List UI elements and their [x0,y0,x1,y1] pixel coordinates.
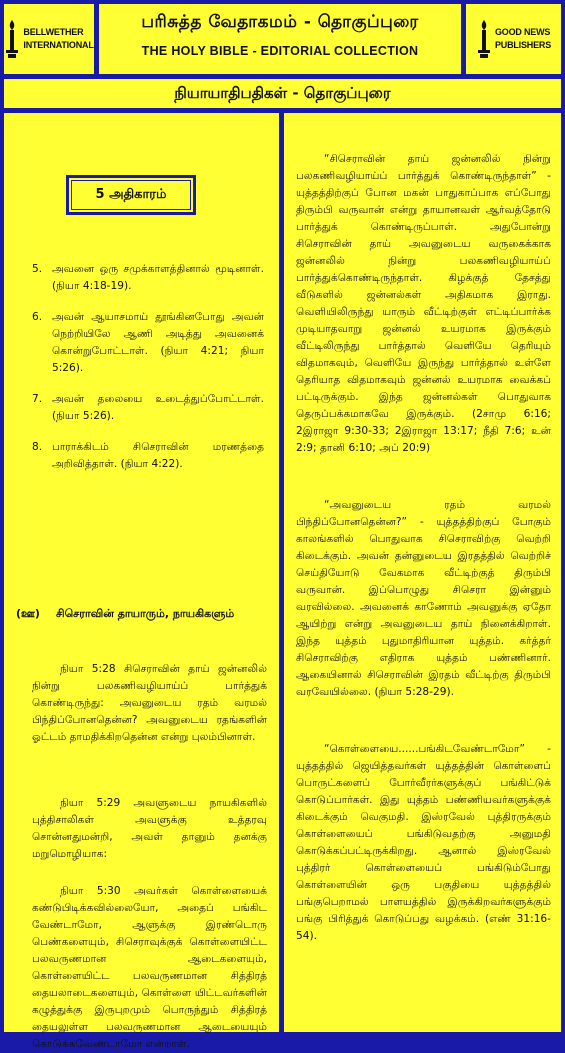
section-heading [16,605,268,622]
chapter-heading: 5 அதிகாரம் [95,187,167,202]
scripture-paragraph: நியா 5:30 அவர்கள் கொள்ளையைக் கண்டுபிடிக்கவில்லையோ, அதைப் பங்கிட வேண்டாமோ, ஆளுக்கு இரண்டொரு பெண்களையும், சிசெராவுக்குக் கொள்ளையிட்ட பலவருணமான ஆடைகளையும், கொள்ளையிட்ட பலவருணமான சித்திரத் தையலாடைகளையும், கொள்ளை யிட்டவர்களின் கழுத்துக்கு இருபுறமும் பொருந்தும் சித்திரத் தையலுள்ள பலவருணமான ஆடையையும் கொடுக்கவேண்டாமோ என்றாள். [32,885,267,1050]
tamil-title: பரிசுத்த வேதாகமம் - தொகுப்புரை [141,12,419,32]
list-item [32,261,264,295]
list-text: அவன் தலையை உடைத்துப்போட்டாள். (நியா 5:26). [52,393,264,422]
commentary-paragraph: “கொள்ளையை......பங்கிடவேண்டாமோ” - யுத்தத்தில் ஜெயித்தவர்கள் யுத்தத்தின் கொள்ளைப் பொருட்களைப் போர்வீரர்களுக்குப் பங்கிட்டுக் கொடுப்பார்கள். இது யுத்தம் பண்ணியவர்களுக்குக் கிடைக்கும் வெகுமதி. இஸ்ரவேல் புத்திரருக்கும் கொள்ளையைப் பங்கிடுவதற்கு அனுமதி கொடுக்கப்பட்டிருக்கிறது. ஆனால் இஸ்ரவேல் புத்திரர் கொள்ளையைப் பங்கிடும்போது கொள்ளையின் ஒரு பகுதியை யுத்தத்தில் பங்குபெறாமல் பாளயத்தில் இருக்கிறவர்களுக்கும் பங்கு பிரித்துக் கொடுப்பது வழக்கம். (எண் 31:16-54). [296,743,551,942]
section-label: (ஊ) [16,607,40,620]
list-text: அவன் ஆயாசமாய் தூங்கினபோது அவன் நெற்றியிலே ஆணி அடித்து அவனைக் கொன்றுபோட்டாள். (நியா 4:21; நியா 5:26). [52,311,264,374]
lamp-icon [476,18,492,60]
page-subtitle: நியாயாதிபதிகள் - தொகுப்புரை [174,84,391,102]
logo-right-line1: GOOD NEWS [494,27,551,37]
commentary-paragraph: “சிசெராவின் தாய் ஜன்னலில் நின்று பலகணிவழியாய்ப் பார்த்துக் கொண்டிருந்தாள்” - யுத்தத்திற்குப் போன மகன் பாதுகாப்பாக எப்போது திரும்பி வருவான் என்று தாயானவள் ஆர்வத்தோடு பார்த்துக் கொண்டிருப்பாள். அதுபோன்று சிசெராவின் தாய் அவனுடைய வருகைக்காக ஜன்னலில் நின்று பலகணிவழியாய்ப் பார்த்துக்கொண்டிருந்தாள். கிழக்குத் தேசத்து வீடுகளில் ஜன்னல்கள் அதிகமாக இராது. வெளியிலிருந்து யாரும் வீட்டிற்குள் எட்டிப்பார்க்க முடியாதவாறு ஜன்னல் உயரமாக இருக்கும் வீட்டிலிருந்து பார்த்தால் வெளியே தெரியும் விதமாகவும், வெளியே இருந்து பார்த்தால் உள்ளே தெரியாத விதமாகவும் ஜன்னல் உயரமாக வைக்கப் பட்டிருக்கும். இந்த ஜன்னல்கள் பொதுவாக தெருப்பக்கமாகவே இருக்கும். (2சாமு 6:16; 2இராஜா 9:30-33; 2இராஜா 13:17; நீதி 7:6; உன் 2:9; தானி 6:10; அப் 20:9) [296,153,551,454]
list-item [32,391,264,425]
logo-left-line1: BELLWETHER [23,27,84,37]
logo-left-line2: INTERNATIONAL [23,40,94,50]
chapter-heading-box [66,175,196,215]
left-column [4,113,279,1050]
list-number: 7. [32,393,43,405]
commentary-paragraph: “அவனுடைய ரதம் வரமல் பிந்திப்போனதென்ன?” - யுத்தத்திற்குப் போகும் காலங்களில் பொதுவாக சிசெராவிற்கு வெற்றி கிடைக்கும். அவன் தன்னுடைய இரதத்தில் வெற்றிச் செய்தியோடு வேகமாக வீட்டிற்குத் திரும்பி வருவான். இப்பொழுது சிசெரா இன்னும் வரவில்லை. அவனைக் காணோம் அவனுக்கு ஏதோ ஆயிற்று என்று அவனுடைய தாய் நினைக்கிறாள். இந்த யுத்தம் புதுமாதிரியான யுத்தம். கர்த்தர் சிசெராவிற்கு எதிராக யுத்தம் பண்ணினார். ஆகையினால் சிசெராவின் இரதம் வீட்டிற்கு திரும்பி வரவேயில்லை. (நியா 5:28-29). [296,499,551,698]
lamp-icon [4,18,20,60]
list-text: அவனை ஒரு சமுக்காளத்தினால் மூடினாள். (நியா 4:18-19). [52,263,264,292]
list-number: 8. [32,441,43,453]
logo-right-line2: PUBLISHERS [494,40,551,50]
logo-good-news [466,4,561,74]
scripture-paragraph: நியா 5:28 சிசெராவின் தாய் ஜன்னலில் நின்று பலகணிவழியாய்ப் பார்த்துக் கொண்டிருந்து: அவனுடைய ரதம் வரமல் பிந்திப்போனதென்ன? அவனுடைய ரதங்களின் ஓட்டம் தாமதிக்கிறதென்ன என்று புலம்பினாள். [32,663,267,743]
list-number: 6. [32,311,43,323]
section-title: சிசெராவின் தாயாரும், நாயகிகளும் [56,607,235,620]
list-item [32,309,264,377]
list-number: 5. [32,263,43,275]
list-item [32,439,264,473]
scripture-paragraph: நியா 5:29 அவளுடைய நாயகிகளில் புத்திசாலிகள் அவளுக்கு உத்தரவு சொன்னதுமன்றி, அவள் தானும் தனக்கு மறுமொழியாக: [32,797,267,860]
right-column [284,113,561,1032]
title-box [99,4,461,74]
logo-bellwether [4,4,94,74]
subtitle-box [4,79,561,108]
verse-list [32,261,264,487]
list-text: பாராக்கிடம் சிசெராவின் மரணத்தை அறிவித்தாள். (நியா 4:22). [52,441,264,470]
english-title: THE HOLY BIBLE - EDITORIAL COLLECTION [141,44,419,58]
